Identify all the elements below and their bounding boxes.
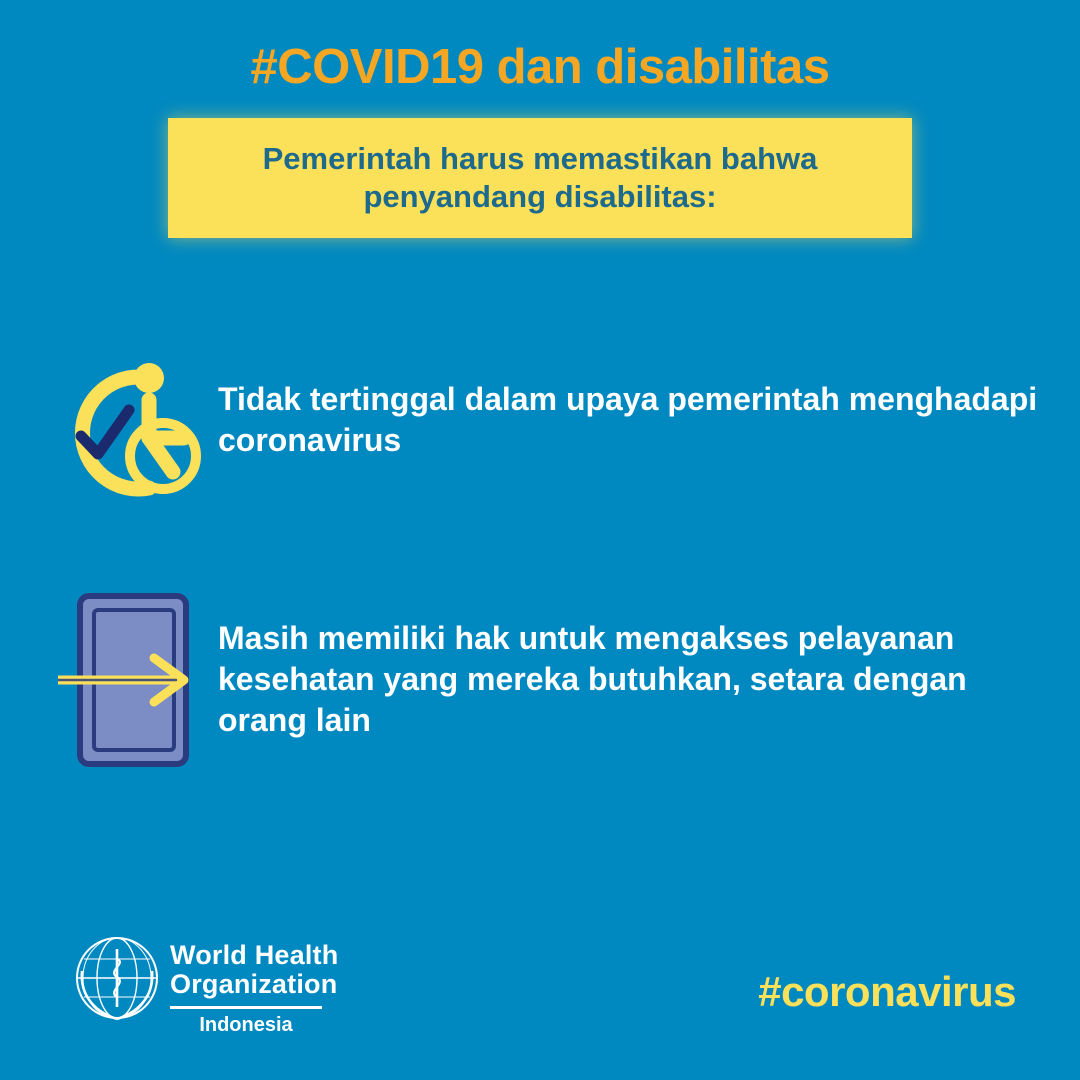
who-wordmark-line1: World Health: [170, 940, 339, 970]
wheelchair-accessibility-check-icon: [48, 345, 218, 525]
subtitle-banner: [168, 118, 912, 238]
hashtag-coronavirus: #coronavirus: [758, 968, 1016, 1015]
who-logo: [74, 935, 338, 1037]
who-wordmark-line2: Organization: [170, 969, 338, 1000]
who-emblem-icon: [74, 935, 160, 1021]
list-item: [48, 345, 1048, 525]
list-item-text: Masih memiliki hak untuk mengakses pelayanan kesehatan yang mereka butuhkan, setara dengan orang lain: [218, 620, 967, 738]
divider: [170, 1006, 322, 1009]
who-wordmark: [170, 935, 338, 999]
who-country-label: Indonesia: [199, 1014, 293, 1037]
subtitle-text: Pemerintah harus memastikan bahwa penyandang disabilitas:: [262, 141, 818, 214]
door-access-arrow-icon: [48, 590, 218, 770]
page-title: #COVID19 dan disabilitas: [250, 40, 830, 94]
list-item-text: Tidak tertinggal dalam upaya pemerintah menghadapi coronavirus: [218, 381, 1038, 458]
list-item: [48, 590, 1058, 770]
